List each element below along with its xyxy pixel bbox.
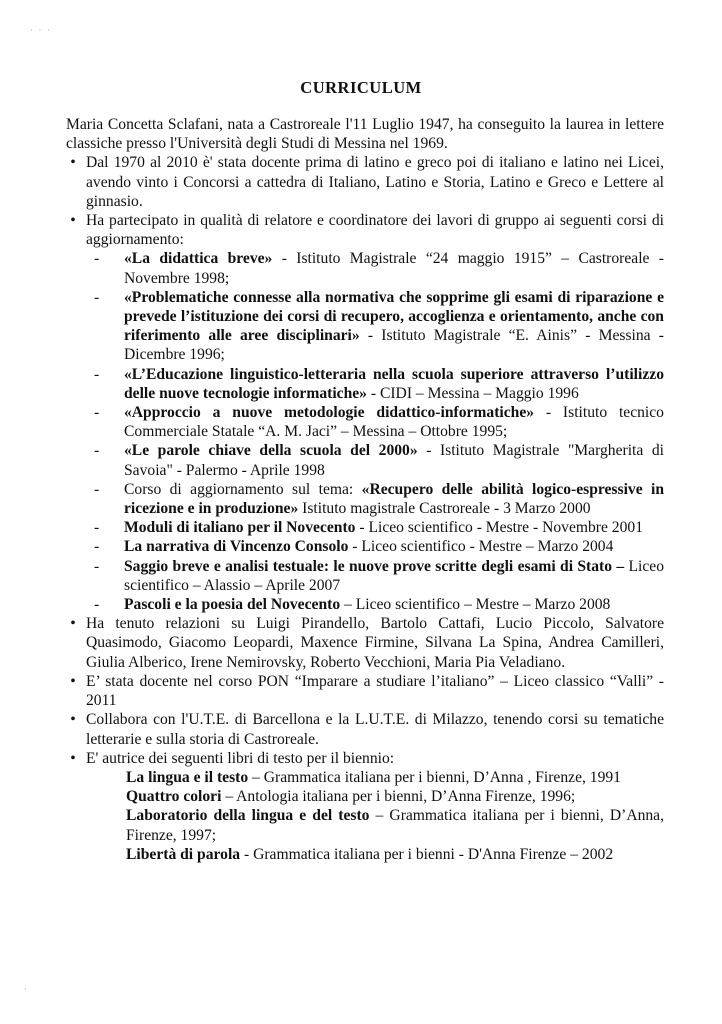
dash-icon: - (94, 596, 100, 614)
scan-speck: · · · (30, 26, 52, 35)
course-details: Istituto magistrale Castroreale - 3 Marzo 2000 (298, 500, 591, 518)
course-title: La narrativa di Vincenzo Consolo (124, 538, 349, 556)
course-details: - CIDI – Messina – Maggio 1996 (366, 384, 579, 402)
course-item (94, 537, 664, 556)
course-item (94, 249, 664, 287)
dash-icon: - (94, 442, 100, 460)
book-item (126, 845, 664, 864)
bullet-icon: • (70, 615, 76, 633)
book-details: – Antologia italiana per i bienni, D’Anna Firenze, 1996; (221, 788, 576, 806)
course-title: «L’Educazione linguistico-letteraria nella scuola superiore attraverso l’utilizzo delle nuove tecnologie informatiche» (124, 365, 664, 402)
dash-icon: - (94, 519, 100, 537)
teaching-text: Dal 1970 al 2010 è' stata docente prima di latino e greco poi di italiano e latino nei Licei, avendo vinto i Concorsi a cattedra di Italiano, Latino e Storia, Latino e Greco e Lettere al ginnasio. (86, 154, 664, 210)
courses-list (86, 249, 664, 614)
course-details: - Istituto Magistrale “24 maggio 1915” – Castroreale - Novembre 1998; (124, 250, 664, 287)
course-item (94, 288, 664, 365)
course-title: Moduli di italiano per il Novecento (124, 519, 356, 537)
course-title: «Le parole chiave della scuola del 2000» (124, 442, 418, 460)
dash-icon: - (94, 480, 100, 498)
course-title: Saggio breve e analisi testuale: le nuove prove scritte degli esami di Stato – (124, 557, 625, 575)
dash-icon: - (94, 404, 100, 422)
course-title: «Approccio a nuove metodologie didattico-informatiche» (124, 404, 535, 422)
lectures-text: Ha tenuto relazioni su Luigi Pirandello, Bartolo Cattafi, Lucio Piccolo, Salvatore Quasimodo, Giacomo Leopardi, Maxence Firmine, Silvana La Spina, Andrea Camilleri, Giulia Alberico, Irene Nemirovsky, Roberto Vecchioni, Maria Pia Veladiano. (86, 615, 664, 671)
book-details: – Grammatica italiana per i bienni, D’Anna , Firenze, 1991 (248, 768, 621, 786)
book-title: Libertà di parola (126, 845, 241, 863)
course-item (94, 518, 664, 537)
intro-paragraph: Maria Concetta Sclafani, nata a Castroreale l'11 Luglio 1947, ha conseguito la laurea in lettere classiche presso l'Università degli Studi di Messina nel 1969. (66, 116, 664, 153)
course-title: «Recupero delle abilità logico-espressive in ricezione e in produzione» (124, 480, 664, 518)
main-list (66, 153, 664, 864)
book-title: Laboratorio della lingua e del testo (126, 807, 370, 825)
bullet-icon: • (70, 154, 76, 172)
list-item-lectures (66, 614, 664, 672)
course-details: - Liceo scientifico - Mestre - Novembre 2001 (355, 519, 643, 537)
bullet-icon: • (70, 212, 76, 230)
course-title: «La didattica breve» (124, 250, 273, 268)
document-body (66, 115, 664, 864)
course-item (94, 480, 664, 518)
pon-text: E’ stata docente nel corso PON “Imparare a studiare l’italiano” – Liceo classico “Valli” - 2011 (86, 672, 664, 710)
dash-icon: - (94, 250, 100, 268)
bullet-icon: • (70, 672, 76, 690)
course-prefix: Corso di aggiornamento sul tema: (124, 480, 362, 498)
ute-text: Collabora con l'U.T.E. di Barcellona e la L.U.T.E. di Milazzo, tenendo corsi su tematiche letterarie e sulla storia di Castroreale. (86, 711, 664, 748)
books-list (86, 768, 664, 864)
book-item (126, 806, 664, 844)
list-item-teaching (66, 153, 664, 211)
dash-icon: - (94, 557, 100, 575)
book-item (126, 787, 664, 806)
course-item (94, 403, 664, 441)
book-details: – Grammatica italiana per i bienni, D’Anna, Firenze, 1997; (126, 807, 664, 844)
list-item-books (66, 749, 664, 864)
books-intro-text: E' autrice dei seguenti libri di testo per il biennio: (86, 749, 395, 767)
course-item (94, 441, 664, 479)
course-title: «Problematiche connesse alla normativa che sopprime gli esami di riparazione e prevede l’istituzione dei corsi di recupero, accoglienza e orientamento, anche con riferimento alle aree disciplinari» (124, 288, 664, 345)
courses-intro-text: Ha partecipato in qualità di relatore e coordinatore dei lavori di gruppo ai seguenti corsi di aggiornamento: (86, 212, 664, 249)
bullet-icon: • (70, 749, 76, 767)
book-title: La lingua e il testo (126, 768, 249, 786)
dash-icon: - (94, 538, 100, 556)
list-item-pon (66, 672, 664, 710)
course-item (94, 557, 664, 595)
course-details: - Istituto tecnico Commerciale Statale “A. M. Jaci” – Messina – Ottobre 1995; (124, 404, 664, 441)
course-item (94, 365, 664, 403)
course-title: Pascoli e la poesia del Novecento (124, 596, 341, 614)
course-details: - Istituto Magistrale "Margherita di Savoia" - Palermo - Aprile 1998 (124, 442, 664, 479)
document-title: CURRICULUM (300, 78, 422, 97)
book-details: - Grammatica italiana per i bienni - D'Anna Firenze – 2002 (240, 845, 614, 863)
course-item (94, 595, 664, 614)
course-details: - Istituto Magistrale “E. Ainis” - Messina - Dicembre 1996; (124, 327, 664, 364)
book-title: Quattro colori (126, 788, 222, 806)
dash-icon: - (94, 288, 100, 306)
course-details: - Liceo scientifico - Mestre – Marzo 2004 (348, 538, 614, 556)
list-item-courses (66, 211, 664, 614)
course-details: – Liceo scientifico – Mestre – Marzo 2008 (340, 596, 611, 614)
scan-speck: · (24, 985, 29, 994)
dash-icon: - (94, 365, 100, 383)
course-details: Liceo scientifico – Alassio – Aprile 2007 (124, 557, 664, 594)
bullet-icon: • (70, 711, 76, 729)
book-item (126, 768, 664, 787)
list-item-ute (66, 710, 664, 748)
